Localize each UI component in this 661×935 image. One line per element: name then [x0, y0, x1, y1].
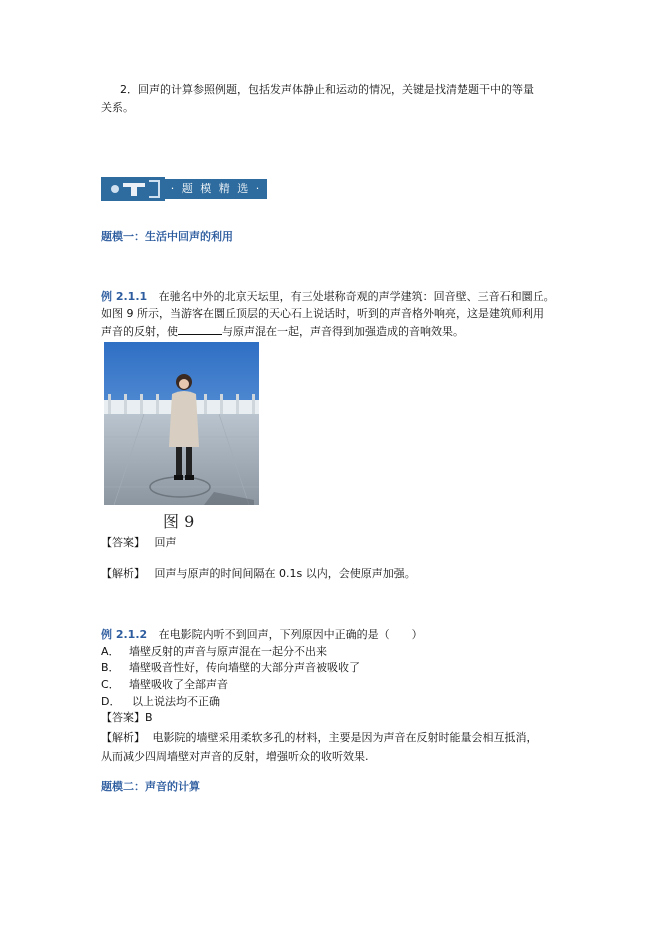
answer-label: 【答案】	[101, 536, 145, 549]
option-c-letter: C．	[101, 678, 120, 691]
analysis-text: 回声与原声的时间间隔在 0.1s 以内，会使原声加强。	[154, 567, 416, 580]
option-c-text: 墙壁吸收了全部声音	[129, 678, 228, 691]
example-1-line-2: 如图 9 所示，当游客在圜丘顶层的天心石上说话时，听到的声音格外响亮，这是建筑师利用	[101, 307, 544, 320]
option-b	[101, 661, 360, 675]
intro-line-2: 关系。	[101, 101, 134, 114]
example-2-analysis-label: 【解析】	[101, 731, 145, 744]
section-banner	[101, 177, 267, 201]
example-2-label: 例 2.1.2	[101, 628, 148, 641]
option-d-text: 以上说法均不正确	[132, 695, 220, 708]
option-b-letter: B．	[101, 661, 120, 674]
example-1-text-1: 在驰名中外的北京天坛里，有三处堪称奇观的声学建筑：回音壁、三音石和圜丘。	[158, 290, 555, 303]
analysis-label: 【解析】	[101, 567, 145, 580]
example-2-analysis-text-1: 电影院的墙壁采用柔软多孔的材料，主要是因为声音在反射时能量会相互抵消，	[152, 731, 538, 744]
option-a-text: 墙壁反射的声音与原声混在一起分不出来	[129, 645, 327, 658]
example-1-line-3	[101, 324, 464, 339]
example-2-question: 在电影院内听不到回声，下列原因中正确的是（ ）	[158, 628, 423, 641]
banner-title: · 题 模 精 选 ·	[165, 179, 267, 199]
option-b-text: 墙壁吸音性好，传向墙壁的大部分声音被吸收了	[129, 661, 360, 674]
banner-icon	[101, 177, 165, 201]
example-1-text-3a: 声音的反射，使	[101, 325, 178, 338]
intro-line-1: 2．回声的计算参照例题，包括发声体静止和运动的情况，关键是找清楚题干中的等量	[120, 83, 534, 96]
option-d	[101, 695, 220, 709]
option-a-letter: A．	[101, 645, 120, 658]
option-d-letter: D．	[101, 695, 121, 708]
example-2-analysis-line-2: 从而减少四周墙壁对声音的反射，增强听众的收听效果.	[101, 750, 369, 763]
example-1-answer	[101, 536, 177, 550]
figure-9-caption: 图 9	[163, 512, 195, 531]
answer-blank	[178, 324, 222, 335]
example-2-analysis-line-1	[101, 731, 538, 745]
example-1-line-1	[101, 290, 555, 304]
section-2-title: 题模二：声音的计算	[101, 780, 200, 793]
example-1-analysis	[101, 567, 416, 581]
example-2-question-line	[101, 628, 423, 642]
option-a	[101, 645, 327, 659]
example-1-label: 例 2.1.1	[101, 290, 148, 303]
option-c	[101, 678, 228, 692]
answer-value: 回声	[154, 536, 177, 549]
section-1-title: 题模一：生活中回声的利用	[101, 230, 233, 243]
example-2-answer: 【答案】B	[101, 711, 153, 724]
example-1-text-3b: 与原声混在一起，声音得到加强造成的音响效果。	[222, 325, 464, 338]
figure-9-photo	[104, 342, 259, 505]
